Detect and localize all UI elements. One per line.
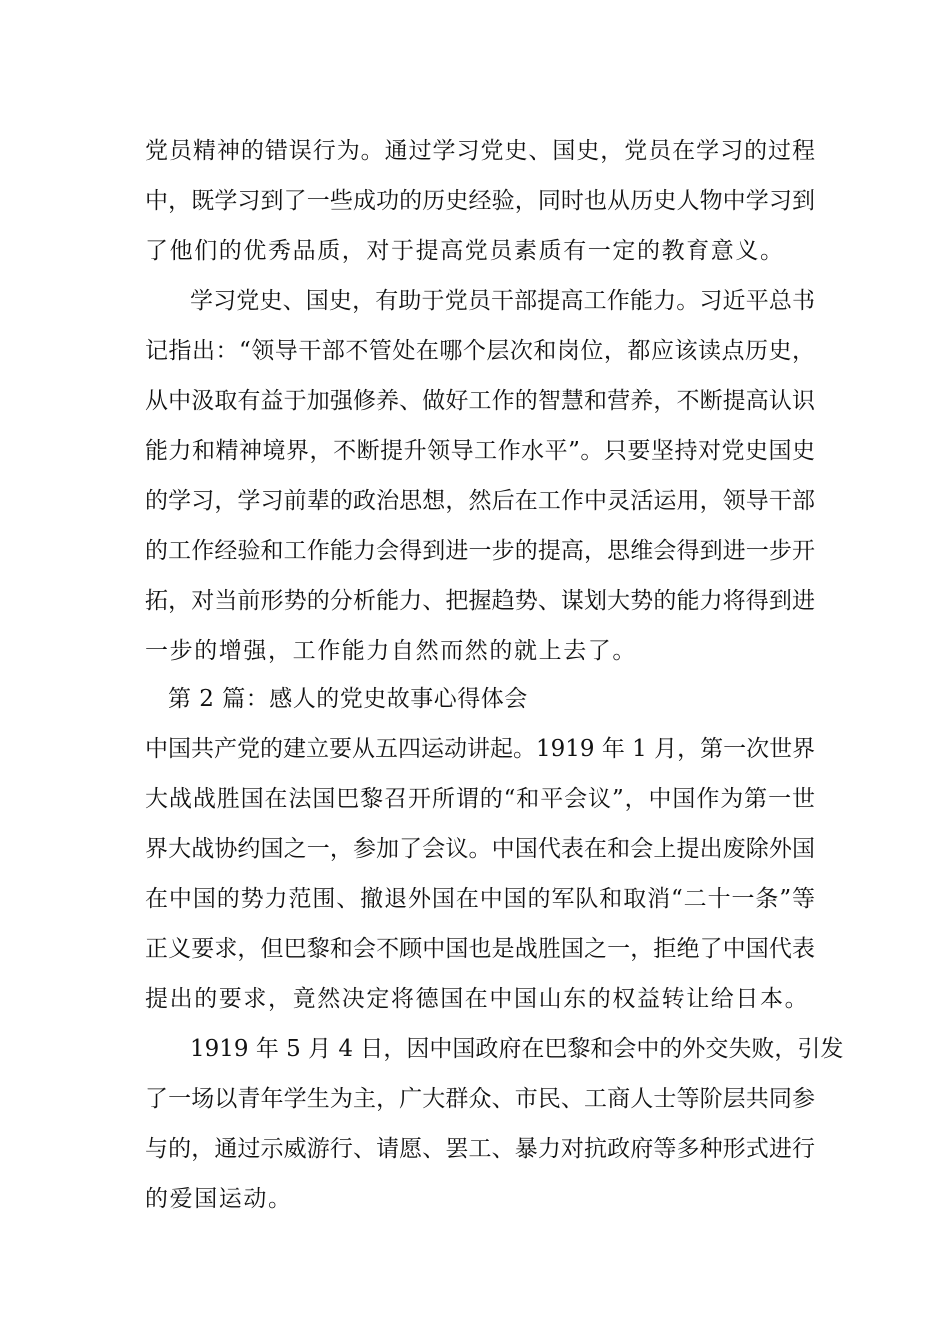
text-line: 中，既学习到了一些成功的历史经验，同时也从历史人物中学习到	[145, 188, 815, 214]
text-line: 拓，对当前形势的分析能力、把握趋势、谋划大势的能力将得到进	[145, 588, 815, 614]
text-line: 学习党史、国史，有助于党员干部提高工作能力。习近平总书	[190, 288, 815, 314]
text-line: 了他们的优秀品质，对于提高党员素质有一定的教育意义。	[145, 238, 785, 264]
text-line: 正义要求，但巴黎和会不顾中国也是战胜国之一，拒绝了中国代表	[145, 936, 815, 962]
text-line: 1919 年 5 月 4 日，因中国政府在巴黎和会中的外交失败，引发	[190, 1036, 844, 1062]
text-line: 中国共产党的建立要从五四运动讲起。1919 年 1 月，第一次世界	[145, 736, 816, 762]
text-line: 大战战胜国在法国巴黎召开所谓的“和平会议”，中国作为第一世	[145, 786, 815, 812]
text-line: 在中国的势力范围、撤退外国在中国的军队和取消“二十一条”等	[145, 886, 815, 912]
section-heading: 第 2 篇：感人的党史故事心得体会	[168, 686, 528, 712]
text-line: 的学习，学习前辈的政治思想，然后在工作中灵活运用，领导干部	[145, 488, 815, 514]
text-line: 的工作经验和工作能力会得到进一步的提高，思维会得到进一步开	[145, 538, 815, 564]
text-line: 了一场以青年学生为主，广大群众、市民、工商人士等阶层共同参	[145, 1086, 815, 1112]
text-line: 的爱国运动。	[145, 1186, 293, 1212]
text-line: 能力和精神境界，不断提升领导工作水平”。只要坚持对党史国史	[145, 438, 815, 464]
text-line: 与的，通过示威游行、请愿、罢工、暴力对抗政府等多种形式进行	[145, 1136, 815, 1162]
text-line: 记指出：“领导干部不管处在哪个层次和岗位，都应该读点历史，	[145, 338, 815, 364]
text-line: 提出的要求，竟然决定将德国在中国山东的权益转让给日本。	[145, 986, 810, 1012]
text-line: 一步的增强，工作能力自然而然的就上去了。	[145, 638, 637, 664]
text-line: 界大战协约国之一，参加了会议。中国代表在和会上提出废除外国	[145, 836, 815, 862]
text-line: 从中汲取有益于加强修养、做好工作的智慧和营养，不断提高认识	[145, 388, 815, 414]
text-line: 党员精神的错误行为。通过学习党史、国史，党员在学习的过程	[145, 138, 815, 164]
